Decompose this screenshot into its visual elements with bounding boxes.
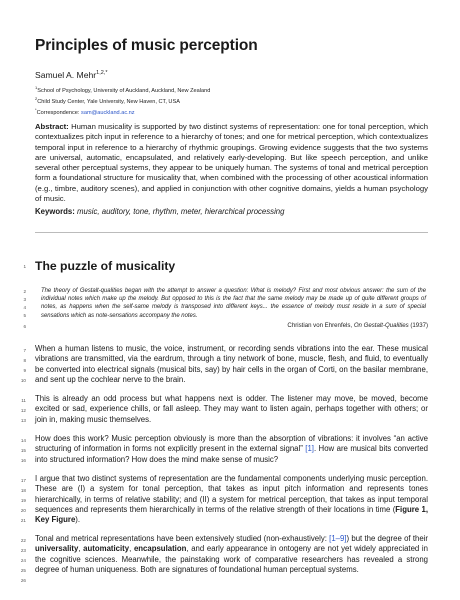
line-number: 13 bbox=[20, 418, 26, 423]
abstract-label: Abstract: bbox=[35, 122, 69, 131]
line-number: 22 bbox=[20, 538, 26, 543]
line-number: 8 bbox=[23, 358, 26, 363]
line-number: 23 bbox=[20, 548, 26, 553]
line-number: 19 bbox=[20, 498, 26, 503]
line-number: 21 bbox=[20, 518, 26, 523]
body-paragraph-3: How does this work? Music perception obviously is more than the absorption of vibrations: it involves “an active structuring of information in forms not explicitly present in the external signal” [1]. How are musical bits converted into structured information? How does the mind make sense of music? bbox=[35, 434, 429, 464]
correspondence-email-link[interactable]: sam@auckland.ac.nz bbox=[81, 109, 135, 116]
epigraph-quote: The theory of Gestalt-qualities began with the attempt to answer a question: What is melody? First and most obvious answer: the sum of the individual notes which make up the melody. But opposed to this is the fact that the same melody may be made up of quite different groups of notes, as happens when the self-same melody is transposed into different keys... the essence of melody must reside in a sum of special sensations which as note-sensations accompany the notes. bbox=[41, 288, 426, 319]
line-number: 9 bbox=[23, 368, 26, 373]
keywords bbox=[35, 207, 428, 216]
line-number: 5 bbox=[23, 313, 26, 318]
line-number: 12 bbox=[20, 408, 26, 413]
line-number: 2 bbox=[23, 289, 26, 294]
abstract bbox=[35, 122, 428, 204]
keyword-automaticity: automaticity bbox=[83, 544, 130, 554]
abstract-text: Human musicality is supported by two distinct systems of representation: one for tonal perception, which contextualizes pitch input in reference to a hierarchy of tones; and one for metrical perception, which contextualizes temporal input in reference to a hierarchy of rhythmic groupings. Growing evidence suggests that the two systems are universal, automatic, encapsulated, and relatively early-developing. But like speech perception, and unlike several other perceptual systems, they appear to be uniquely human. The systems of tonal and metrical perception form a foundational structure for musicality that, when combined with the processing of other acoustical information (e.g., timbre, auditory scenes), and applied in conjunction with other cognitive domains, yields a human psychology of music. bbox=[35, 122, 428, 203]
citation-link[interactable]: [1–9] bbox=[329, 534, 347, 543]
line-number: 17 bbox=[20, 478, 26, 483]
body-paragraph-5: Tonal and metrical representations have been extensively studied (non-exhaustively: [1–9]) but the degree of their universality, automaticity, encapsulation, and early appearance in ontogeny are not yet widely appreciated in the cognitive sciences. Meanwhile, the painstaking work of comparative researchers has revealed a strong degree of human uniqueness. Both are signatures of foundational human perceptual systems. bbox=[35, 534, 428, 574]
affiliation-1: $^1$School of Psychology, University of Auckland, Auckland, New Zealand bbox=[35, 85, 211, 94]
line-number: 6 bbox=[23, 324, 26, 329]
epigraph-attribution: Christian von Ehrenfels, On Gestalt-Qualities (1937) bbox=[287, 322, 428, 329]
body-paragraph-2: This is already an odd process but what happens next is odder. The listener may move, be moved, become excited or sad, experience chills, or fall asleep. They may want to listen again, perhaps together with others; or join in, making music themselves. bbox=[35, 394, 428, 424]
section-heading: The puzzle of musicality bbox=[35, 259, 176, 273]
affiliation-2: $^2$Child Study Center, Yale University, New Haven, CT, USA bbox=[35, 96, 180, 105]
line-number: 4 bbox=[23, 305, 26, 310]
citation-link[interactable]: [1] bbox=[305, 444, 314, 454]
body-paragraph-4: I argue that two distinct systems of representation are the fundamental components underlying music perception. These are (I) a system for tonal perception, that takes as input pitch information and represents tones hierarchically, in terms of relative stability; and (II) a system for metrical perception, that takes as input temporal sequences and represents them hierarchically in terms of the relative strength of their locations in time (Figure 1, Key Figure). bbox=[35, 474, 428, 524]
keyword-universality: universality bbox=[35, 544, 79, 554]
line-number: 1 bbox=[23, 264, 26, 269]
keywords-label: Keywords: bbox=[35, 207, 75, 216]
line-number: 16 bbox=[20, 458, 26, 463]
line-number: 15 bbox=[20, 448, 26, 453]
line-number: 25 bbox=[20, 568, 26, 573]
line-number: 24 bbox=[20, 558, 26, 563]
line-number: 20 bbox=[20, 508, 26, 513]
figure-reference: Figure 1, Key Figure bbox=[35, 504, 428, 524]
line-number: 3 bbox=[23, 297, 26, 302]
line-number: 26 bbox=[20, 578, 26, 583]
body-paragraph-1: When a human listens to music, the voice, instrument, or recording sends vibrations into the ear. These musical vibrations are transmitted, via the eardrum, through a tiny network of bone, muscle, flesh, and fluid, to eventually be converted into electrical signals (musical bits, say) by hair cells in the organ of Corti, on the basilar membrane, and sent up the cochlear nerve to the brain. bbox=[35, 344, 428, 384]
line-number: 14 bbox=[20, 438, 26, 443]
line-number: 18 bbox=[20, 488, 26, 493]
line-number: 10 bbox=[20, 378, 26, 383]
keyword-encapsulation: encapsulation bbox=[133, 544, 187, 554]
epigraph-work-title: On Gestalt-Qualities bbox=[353, 322, 409, 329]
correspondence: *Correspondence: sam@auckland.ac.nz bbox=[35, 107, 135, 116]
section-divider bbox=[35, 232, 428, 233]
keywords-text: music, auditory, tone, rhythm, meter, hierarchical processing bbox=[77, 207, 285, 216]
affiliations bbox=[35, 84, 210, 117]
author-name: Samuel A. Mehr bbox=[35, 70, 97, 80]
author-superscript: 1,2,* bbox=[96, 70, 108, 77]
paper-title: Principles of music perception bbox=[35, 37, 258, 54]
author-line bbox=[35, 70, 107, 80]
line-number: 11 bbox=[21, 398, 26, 403]
line-number: 7 bbox=[23, 348, 26, 353]
